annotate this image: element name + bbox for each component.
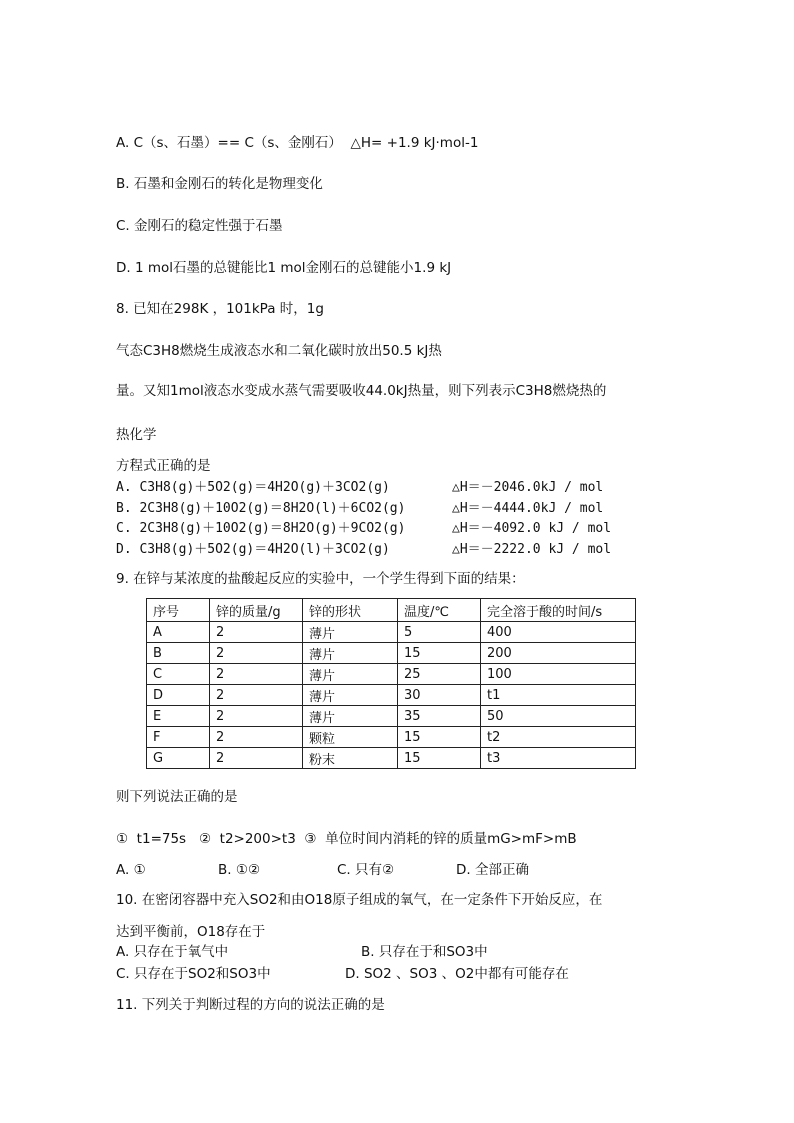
q10-stem-line-2: 达到平衡前，O18存在于 xyxy=(116,924,266,940)
table-cell: 2 xyxy=(210,643,303,664)
q9-options xyxy=(116,861,529,879)
q9-after-table: 则下列说法正确的是 xyxy=(116,789,238,805)
q10-option-c: C. 只存在于SO2和SO3中 xyxy=(116,966,271,982)
table-cell: 400 xyxy=(481,622,636,643)
table-cell: 100 xyxy=(481,664,636,685)
table-row xyxy=(147,727,636,748)
q8-stem-line-4: 热化学 xyxy=(116,427,157,443)
table-cell: E xyxy=(147,706,210,727)
table-header-cell: 锌的形状 xyxy=(303,599,398,622)
table-cell: 15 xyxy=(398,748,481,769)
q9-option-a: A. ① xyxy=(116,862,146,878)
q7-option-d: D. 1 mol石墨的总键能比1 mol金刚石的总键能小1.9 kJ xyxy=(116,260,452,276)
table-cell: 30 xyxy=(398,685,481,706)
table-cell: 2 xyxy=(210,727,303,748)
q9-stem: 9. 在锌与某浓度的盐酸起反应的实验中，一个学生得到下面的结果： xyxy=(116,571,525,587)
table-row xyxy=(147,643,636,664)
q8-stem-line-2: 气态C3H8燃烧生成液态水和二氧化碳时放出50.5 kJ热 xyxy=(116,343,442,359)
table-header-cell: 完全溶于酸的时间/s xyxy=(481,599,636,622)
table-cell: D xyxy=(147,685,210,706)
table-cell: 2 xyxy=(210,622,303,643)
table-row xyxy=(147,706,636,727)
q9-option-b: B. ①② xyxy=(218,862,261,878)
q8-stem-line-1: 8. 已知在298K ，101kPa 时，1g xyxy=(116,301,324,317)
q8-stem-line-3: 量。又知1mol液态水变成水蒸气需要吸收44.0kJ热量，则下列表示C3H8燃烧热的 xyxy=(116,383,607,399)
table-cell: F xyxy=(147,727,210,748)
table-cell: 35 xyxy=(398,706,481,727)
table-cell: C xyxy=(147,664,210,685)
q7-option-a: A. C（s、石墨）== C（s、金刚石） △H= +1.9 kJ·mol-1 xyxy=(116,135,479,151)
table-header-cell: 序号 xyxy=(147,599,210,622)
q8-option-c-equation: C. 2C3H8(g)＋10O2(g)＝8H2O(g)＋9CO2(g) xyxy=(116,521,406,536)
q8-stem-line-5: 方程式正确的是 xyxy=(116,458,211,474)
table-row xyxy=(147,664,636,685)
table-header-row xyxy=(147,599,636,622)
table-cell: 2 xyxy=(210,748,303,769)
table-cell: 15 xyxy=(398,643,481,664)
q7-option-c: C. 金刚石的稳定性强于石墨 xyxy=(116,218,283,234)
zinc-reaction-table xyxy=(146,598,636,769)
table-cell: 15 xyxy=(398,727,481,748)
table-header-cell: 锌的质量/g xyxy=(210,599,303,622)
table-cell: 25 xyxy=(398,664,481,685)
q8-option-d xyxy=(116,541,612,559)
table-cell: 50 xyxy=(481,706,636,727)
table-cell: 2 xyxy=(210,706,303,727)
q10-option-a: A. 只存在于氧气中 xyxy=(116,944,229,960)
q9-option-c: C. 只有② xyxy=(337,862,395,878)
q10-option-d: D. SO2 、SO3 、O2中都有可能存在 xyxy=(345,966,569,982)
q10-options-row-2 xyxy=(116,965,569,983)
table-cell: 薄片 xyxy=(303,643,398,664)
table-cell: G xyxy=(147,748,210,769)
q8-option-b-equation: B. 2C3H8(g)＋10O2(g)＝8H2O(l)＋6CO2(g) xyxy=(116,501,406,516)
table-cell: 薄片 xyxy=(303,706,398,727)
q8-option-d-enthalpy: △H＝－2222.0 kJ / mol xyxy=(452,542,612,557)
table-cell: t2 xyxy=(481,727,636,748)
q10-options-row-1 xyxy=(116,943,488,961)
q8-option-a-equation: A. C3H8(g)＋5O2(g)＝4H2O(g)＋3CO2(g) xyxy=(116,480,390,495)
q8-option-b xyxy=(116,500,604,518)
table-cell: 粉末 xyxy=(303,748,398,769)
q7-option-b: B. 石墨和金刚石的转化是物理变化 xyxy=(116,176,323,192)
table-row xyxy=(147,748,636,769)
table-cell: A xyxy=(147,622,210,643)
table-cell: t1 xyxy=(481,685,636,706)
table-cell: B xyxy=(147,643,210,664)
q8-option-c xyxy=(116,520,612,538)
q11-stem: 11. 下列关于判断过程的方向的说法正确的是 xyxy=(116,997,385,1013)
table-body xyxy=(147,622,636,769)
table-cell: 薄片 xyxy=(303,664,398,685)
q9-statements: ① t1=75s ② t2>200>t3 ③ 单位时间内消耗的锌的质量mG>mF>mB xyxy=(116,831,577,847)
table-cell: 薄片 xyxy=(303,622,398,643)
q8-option-b-enthalpy: △H＝－4444.0kJ / mol xyxy=(452,501,604,516)
q10-option-b: B. 只存在于和SO3中 xyxy=(361,944,488,960)
table-cell: 2 xyxy=(210,685,303,706)
q8-option-a xyxy=(116,479,604,497)
table-cell: 5 xyxy=(398,622,481,643)
table-header-cell: 温度/℃ xyxy=(398,599,481,622)
table-cell: 颗粒 xyxy=(303,727,398,748)
table-cell: t3 xyxy=(481,748,636,769)
table-row xyxy=(147,622,636,643)
q8-option-d-equation: D. C3H8(g)＋5O2(g)＝4H2O(l)＋3CO2(g) xyxy=(116,542,390,557)
q8-option-a-enthalpy: △H＝－2046.0kJ / mol xyxy=(452,480,604,495)
q9-option-d: D. 全部正确 xyxy=(456,862,529,878)
q10-stem-line-1: 10. 在密闭容器中充入SO2和由O18原子组成的氧气，在一定条件下开始反应，在 xyxy=(116,892,603,908)
table-cell: 2 xyxy=(210,664,303,685)
table-cell: 薄片 xyxy=(303,685,398,706)
table-row xyxy=(147,685,636,706)
table-cell: 200 xyxy=(481,643,636,664)
q8-option-c-enthalpy: △H＝－4092.0 kJ / mol xyxy=(452,521,612,536)
